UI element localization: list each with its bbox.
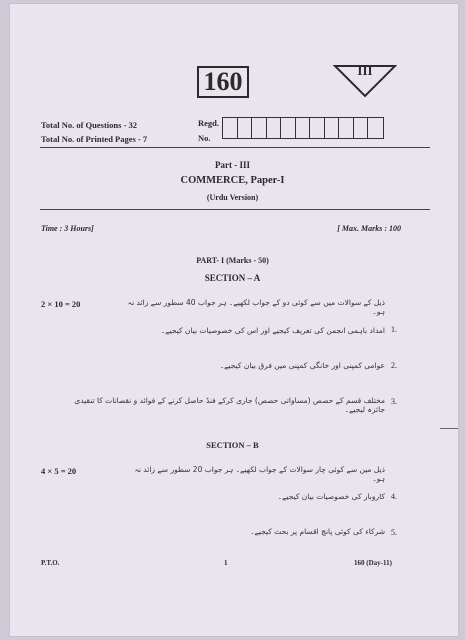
- exam-page: [10, 4, 458, 636]
- question-4-number: 4.: [391, 492, 397, 501]
- question-1-number: 1.: [391, 325, 397, 334]
- question-2-number: 2.: [391, 361, 397, 370]
- section-a-marks: 2 × 10 = 20: [41, 299, 81, 309]
- section-a-instruction: ذیل کے سوالات میں سے کوئی دو کے جواب لکھیے۔ ہر جواب 40 سطور سے زائد نہ ہو۔: [127, 298, 385, 316]
- section-b-title: SECTION – B: [206, 440, 259, 450]
- part-heading: Part - III: [215, 160, 250, 170]
- section-a-title: SECTION – A: [204, 273, 261, 283]
- question-5-text: شرکاء کی کوئی پانچ اقسام پر بحث کیجیے۔: [250, 527, 385, 536]
- question-2-text: عوامی کمپنی اور خانگی کمپنی میں فرق بیان کیجیے۔: [219, 361, 385, 370]
- margin-mark: [440, 428, 458, 429]
- no-label: No.: [198, 133, 211, 143]
- part-i-heading: PART- I (Marks - 50): [196, 256, 269, 265]
- section-b-instruction: ذیل میں سے کوئی چار سوالات کے جواب لکھیے۔ ہر جواب 20 سطور سے زائد نہ ہو۔: [134, 465, 385, 483]
- series-mark: III: [357, 63, 373, 78]
- version-label: (Urdu Version): [206, 193, 259, 202]
- footer-pto: P.T.O.: [41, 559, 60, 567]
- max-marks-label: [ Max. Marks : 100: [337, 224, 401, 233]
- subject-title: COMMERCE, Paper-I: [180, 175, 285, 186]
- question-1-text: امداد باہمی انجمن کی تعریف کیجیے اور اس کی خصوصیات بیان کیجیے۔: [160, 326, 385, 335]
- question-3-text: مختلف قسم کے حصص (مساواتی حصص) جاری کرکے فنڈ حاصل کرنے کے فوائد و نقصانات کا تنقیدی جائزہ لیجیے۔: [74, 396, 385, 414]
- title-rule: [40, 209, 430, 210]
- section-b-marks: 4 × 5 = 20: [41, 466, 77, 476]
- header-rule: [40, 147, 430, 148]
- regd-label: Regd.: [198, 118, 220, 128]
- footer-paper-code: 160 (Day-11): [354, 559, 392, 567]
- paper-code: 160: [203, 67, 243, 96]
- total-questions: Total No. of Questions - 32: [41, 120, 138, 130]
- question-3-number: 3.: [391, 397, 397, 406]
- footer-page-number: 1: [224, 559, 228, 567]
- question-4-text: کاروبار کی خصوصیات بیان کیجیے۔: [277, 492, 385, 501]
- registration-number-grid[interactable]: [222, 117, 384, 139]
- paper-code-box: [197, 66, 249, 98]
- question-5-number: 5.: [391, 528, 397, 537]
- time-label: Time : 3 Hours]: [41, 224, 94, 233]
- total-pages: Total No. of Printed Pages - 7: [41, 134, 148, 144]
